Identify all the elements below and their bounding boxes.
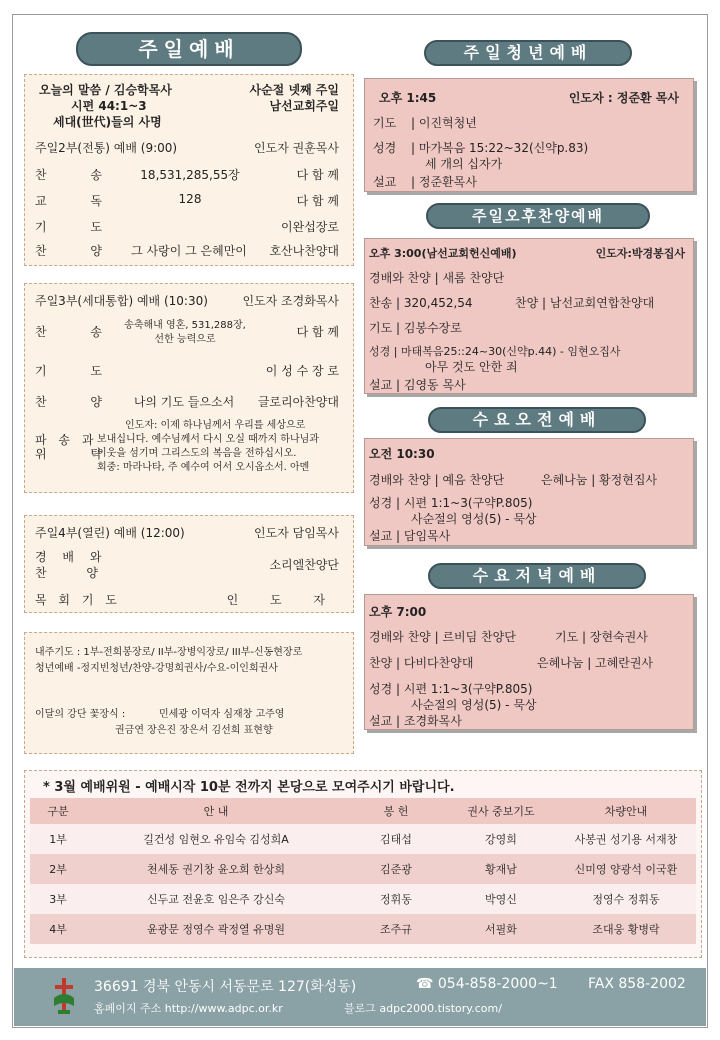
- footer-blog-link[interactable]: 블로그 adpc2000.tistory.com/: [344, 1002, 502, 1015]
- wedpm-sermon-title: 사순절의 영성(5) - 묵상: [411, 698, 537, 712]
- wedpm-choir-label: 찬양: [369, 656, 393, 670]
- sunday-service3-box: [24, 283, 354, 493]
- youth-worship-box: 오후 1:45 인도자 : 정준환 목사 기도 | 이진혁청년 성경 | 마가복음 15:22~32(신약p.83) 세 개의 십자가 설교 | 정준환목사: [364, 78, 694, 192]
- wedam-worship: 예음 찬양단: [442, 473, 505, 487]
- service2-header: 주일2부(전통) 예배 (9:00): [35, 141, 178, 155]
- youth-time: 오후 1:45: [379, 91, 437, 105]
- duty-header: 안 내: [86, 798, 346, 824]
- youth-worship-title: 주일청년예배: [424, 40, 632, 66]
- praise-preacher: 김영동 목사: [403, 378, 466, 392]
- duty-cell: 박영신: [446, 884, 556, 914]
- duty-header: 차량안내: [556, 798, 696, 824]
- service4-praise-person: 소리엘찬양단: [269, 558, 339, 572]
- service2-row-label: 기 도: [35, 220, 122, 234]
- duty-cell: 신두교 전윤호 임은주 강신숙: [86, 884, 346, 914]
- youth-scripture-label: 성경: [373, 141, 397, 155]
- sunday-worship-title: 주일예배: [76, 32, 302, 66]
- duty-cell: 김준광: [346, 854, 446, 884]
- wedpm-worship-label: 경배와 찬양: [369, 630, 431, 644]
- duty-cell: 정영수 정휘동: [556, 884, 696, 914]
- duty-cell: 윤광문 정영수 곽정열 유명원: [86, 914, 346, 944]
- duty-cell: 2부: [30, 854, 86, 884]
- duty-cell: 천세동 권기창 윤오희 한상희: [86, 854, 346, 884]
- duty-cell: 1부: [30, 824, 86, 854]
- footer-homepage-link[interactable]: 홈페이지 주소 http://www.adpc.or.kr: [94, 1002, 283, 1015]
- praise-sermon-label: 설교: [369, 378, 393, 392]
- wedam-scripture: 시편 1:1~3(구약P.805): [403, 496, 533, 510]
- sermon-season: 사순절 넷째 주일: [249, 83, 339, 97]
- service4-closing-person: 인 도 자: [226, 593, 339, 607]
- praise-hymn-label: 찬송: [369, 296, 393, 310]
- duty-cell: 3부: [30, 884, 86, 914]
- footer-address: 36691 경북 안동시 서동문로 127(화성동): [94, 979, 357, 995]
- praise-prayer: 김봉수장로: [403, 321, 462, 335]
- service3-sending-label2: 위 탁: [35, 447, 122, 461]
- duty-header: 구분: [30, 798, 86, 824]
- duty-header: 봉 헌: [346, 798, 446, 824]
- service3-sending-label: 파 송 과: [35, 433, 98, 447]
- duty-cell: 조대웅 황병락: [556, 914, 696, 944]
- youth-sermon-title: 세 개의 십자가: [425, 157, 503, 171]
- service4-closing-label: 목 회 기 도: [35, 593, 121, 607]
- wed-evening-title: 수요저녁예배: [428, 563, 646, 589]
- praise-scripture: 마태복음25::24~30(신약p.44) - 임현오집사: [400, 345, 621, 358]
- duty-header: 권사 중보기도: [446, 798, 556, 824]
- wedpm-prayer: 장현숙권사: [589, 630, 648, 644]
- praise-worship: 새롬 찬양단: [442, 271, 505, 285]
- wedam-sermon-title: 사순절의 영성(5) - 묵상: [411, 512, 537, 526]
- service4-header: 주일4부(열린) 예배 (12:00): [35, 526, 185, 540]
- service2-row-label: 찬 송: [35, 168, 122, 182]
- service3-praise-content: 나의 기도 들으소서: [133, 395, 235, 409]
- service2-row-label: 찬 양: [35, 244, 122, 258]
- wedpm-scripture-label: 성경: [369, 682, 393, 696]
- service3-sending-line: 보내십니다. 예수님께서 다시 오실 때까지 하나님과: [97, 434, 319, 445]
- wed-morning-title: 수요오전예배: [428, 407, 646, 433]
- service3-praise-person: 글로리아찬양대: [257, 395, 339, 409]
- praise-worship-title: 주일오후찬양예배: [426, 203, 650, 229]
- table-row: [30, 824, 696, 854]
- flower-line2: 권금연 장은진 장은서 김선희 표현향: [115, 725, 273, 736]
- wedpm-choir: 다비다찬양대: [403, 656, 474, 670]
- praise-worship-box: 오후 3:00(남선교회헌신예배) 인도자:박경봉집사 경배와 찬양 | 새롬 찬양단 찬송 | 320,452,54 찬양 | 남선교회연합찬양대 기도 | 김봉수장로 성경 | 마태복음25::24~30(신약p.44) - 임현오집사 아무 것도 안한 죄 설교 | 김영동 목사: [364, 238, 694, 394]
- wedam-scripture-label: 성경: [369, 496, 393, 510]
- footer: [14, 968, 706, 1026]
- youth-leader: 인도자 : 정준환 목사: [568, 91, 679, 105]
- praise-choir: 남선교회연합찬양대: [549, 296, 655, 310]
- service2-row-label: 교 독: [35, 194, 122, 208]
- wedam-offering: 황정현집사: [599, 473, 658, 487]
- service4-leader: 인도자 담임목사: [254, 526, 339, 540]
- wed-evening-box: 오후 7:00 경배와 찬양 | 르비딤 찬양단 기도 | 장현숙권사 찬양 | 다비다찬양대 은혜나눔 | 고혜란권사 성경 | 시편 1:1~3(구약P.805) 사순절의 영성(5) - 묵상 설교 | 조경화목사: [364, 594, 694, 730]
- praise-scripture-label: 성경: [369, 345, 391, 358]
- praise-choir-label: 찬양: [515, 296, 539, 310]
- praise-time: 오후 3:00(남선교회헌신예배): [369, 247, 517, 260]
- wedpm-offering: 고혜란권사: [595, 656, 654, 670]
- table-row: [30, 854, 696, 884]
- sunday-service4-box: [24, 515, 354, 613]
- duty-cell: 사봉권 성기용 서재창: [556, 824, 696, 854]
- service2-row-person: 다 함 께: [296, 168, 339, 182]
- duty-table: [30, 798, 696, 944]
- service3-hymn-line1: 송축해내 영혼, 531,288장,: [124, 320, 246, 331]
- wed-morning-box: 오전 10:30 경배와 찬양 | 예음 찬양단 은혜나눔 | 황정현집사 성경 | 시편 1:1~3(구약P.805) 사순절의 영성(5) - 묵상 설교 | 담임목사: [364, 438, 694, 546]
- wedpm-worship: 르비딤 찬양단: [442, 630, 516, 644]
- praise-worship-label: 경배와 찬양: [369, 271, 431, 285]
- youth-preacher: 정준환목사: [418, 175, 477, 189]
- service3-header: 주일3부(세대통합) 예배 (10:30): [35, 294, 208, 308]
- praise-hymn: 320,452,54: [403, 296, 473, 310]
- service3-hymn-person: 다 함 께: [296, 325, 339, 339]
- wedam-sermon-label: 설교: [369, 529, 393, 543]
- service3-prayer-person: 이 성 수 장 로: [265, 364, 339, 378]
- praise-sermon-title: 아무 것도 안한 죄: [425, 360, 518, 374]
- service2-row-person: 이완섭장로: [281, 220, 339, 234]
- youth-prayer-label: 기도: [373, 116, 397, 130]
- praise-leader: 인도자:박경봉집사: [595, 247, 685, 260]
- service2-row-content: 18,531,285,55장: [140, 168, 240, 182]
- duty-cell: 황재남: [446, 854, 556, 884]
- table-row: [30, 914, 696, 944]
- service2-row-person: 호산나찬양대: [269, 244, 339, 258]
- notice-line1: 내주기도 : 1부-전희봉장로/ II부-장병익장로/ III부-신동현장로: [35, 647, 303, 658]
- wedpm-prayer-label: 기도: [555, 630, 579, 644]
- service3-leader: 인도자 조경화목사: [242, 294, 339, 308]
- service3-praise-label: 찬 양: [35, 395, 122, 409]
- sermon-church-day: 남선교회주일: [269, 99, 339, 113]
- wedam-preacher: 담임목사: [403, 529, 451, 543]
- service4-praise-label2: 찬 양: [35, 566, 116, 580]
- service4-praise-label: 경 배 와: [35, 550, 108, 564]
- church-cross-logo-icon: [52, 976, 76, 1016]
- wedpm-offering-label: 은혜나눔: [537, 656, 584, 670]
- duty-cell: 길건성 임현오 유임숙 김성희A: [86, 824, 346, 854]
- service3-hymn-line2: 선한 능력으로: [154, 334, 216, 345]
- wedam-time: 오전 10:30: [369, 447, 435, 461]
- duty-cell: 정휘동: [346, 884, 446, 914]
- youth-prayer: 이진혁청년: [418, 116, 477, 130]
- sermon-label: 오늘의 말씀 / 김승학목사: [39, 83, 172, 97]
- wedpm-preacher: 조경화목사: [403, 714, 462, 728]
- wedpm-time: 오후 7:00: [369, 605, 427, 619]
- service2-leader: 인도자 권훈목사: [254, 141, 339, 155]
- duty-cell: 김태섭: [346, 824, 446, 854]
- service3-sending-line: 회중: 마라나타, 주 예수여 어서 오시옵소서. 아멘: [97, 462, 310, 473]
- youth-sermon-label: 설교: [373, 175, 397, 189]
- praise-prayer-label: 기도: [369, 321, 393, 335]
- duty-cell: 강영희: [446, 824, 556, 854]
- duty-cell: 4부: [30, 914, 86, 944]
- service3-sending-line: 이웃을 섬기며 그리스도의 복음을 전하십시오.: [97, 448, 297, 459]
- service2-row-content: 128: [178, 192, 202, 206]
- flower-label: 이달의 강단 꽃장식 :: [35, 709, 126, 720]
- service3-prayer-label: 기 도: [35, 364, 122, 378]
- sunday-service2-box: [24, 74, 354, 266]
- sermon-title: 세대(世代)들의 사명: [53, 115, 162, 129]
- duty-cell: 조주규: [346, 914, 446, 944]
- wedam-offering-label: 은혜나눔: [541, 473, 588, 487]
- sermon-scripture: 시편 44:1~3: [71, 99, 147, 113]
- footer-phone: ☎ 054-858-2000~1: [416, 976, 558, 992]
- table-row: [30, 884, 696, 914]
- notice-box: [24, 632, 354, 754]
- service3-sending-line: 인도자: 이제 하나님께서 우리를 세상으로: [125, 420, 306, 431]
- footer-fax: FAX 858-2002: [588, 976, 686, 992]
- wedpm-sermon-label: 설교: [369, 714, 393, 728]
- youth-scripture: 마가복음 15:22~32(신약p.83): [418, 141, 589, 155]
- service2-row-person: 다 함 께: [296, 194, 339, 208]
- flower-line1: 민세광 이덕자 심재창 고주영: [159, 709, 285, 720]
- wedam-worship-label: 경배와 찬양: [369, 473, 431, 487]
- service3-hymn-label: 찬 송: [35, 325, 122, 339]
- wedpm-scripture: 시편 1:1~3(구약P.805): [403, 682, 533, 696]
- notice-line2: 청년예배 -정지빈청년/찬양-강명희권사/수요-이인희권사: [35, 663, 278, 674]
- service2-row-content: 그 사랑이 그 은혜만이: [131, 244, 247, 258]
- duty-header-row: [30, 798, 696, 824]
- duty-title: * 3월 예배위원 - 예배시작 10분 전까지 본당으로 모여주시기 바랍니다.: [43, 780, 455, 795]
- duty-cell: 서필화: [446, 914, 556, 944]
- duty-cell: 신미영 양광석 이국환: [556, 854, 696, 884]
